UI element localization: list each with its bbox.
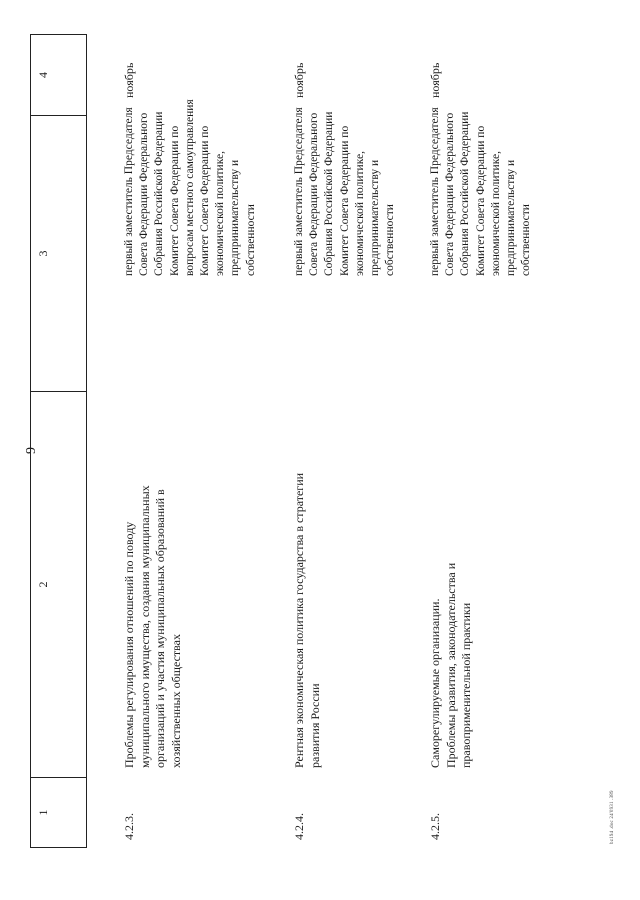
- row-topic: Рентная экономическая политика государства в стратегии развития России: [292, 472, 322, 768]
- row-number: 4.2.5.: [428, 813, 442, 840]
- header-col-3: 3: [31, 115, 86, 391]
- row-deadline: ноябрь: [292, 62, 306, 98]
- header-col-4: 4: [36, 72, 50, 78]
- page-number: 9: [24, 447, 39, 454]
- row-responsible: первый заместитель Председателя Совета Федерации Федерального Собрания Российской Федерации Комитет Совета Федерации по вопросам местного самоуправления Комитет Совета Федерации по экономической политике, предпринимательству и собственности: [123, 99, 257, 276]
- row-topic: Проблемы регулирования отношений по поводу муниципального имущества, создания муниципальных организаций и участия муниципальных образований в хозяйственных обществах: [122, 485, 183, 768]
- header-col-1: 1: [31, 777, 86, 847]
- document-code: bz194 .doc 24'0931 .389: [610, 790, 615, 844]
- row-number: 4.2.3.: [122, 813, 136, 840]
- header-col-2: 2: [31, 391, 86, 777]
- row-responsible: первый заместитель Председателя Совета Федерации Федерального Собрания Российской Федерации Комитет Совета Федерации по экономической политике, предпринимательству и собственности: [429, 107, 533, 276]
- row-deadline: ноябрь: [122, 62, 136, 98]
- row-responsible: первый заместитель Председателя Совета Федерации Федерального Собрания Российской Федерации Комитет Совета Федерации по экономической политике, предпринимательству и собственности: [293, 107, 397, 276]
- row-topic: Саморегулируемые организации. Проблемы развития, законодательства и правоприменительной практики: [428, 562, 473, 768]
- row-deadline: ноябрь: [428, 62, 442, 98]
- row-number: 4.2.4.: [292, 813, 306, 840]
- table-header: [30, 34, 87, 848]
